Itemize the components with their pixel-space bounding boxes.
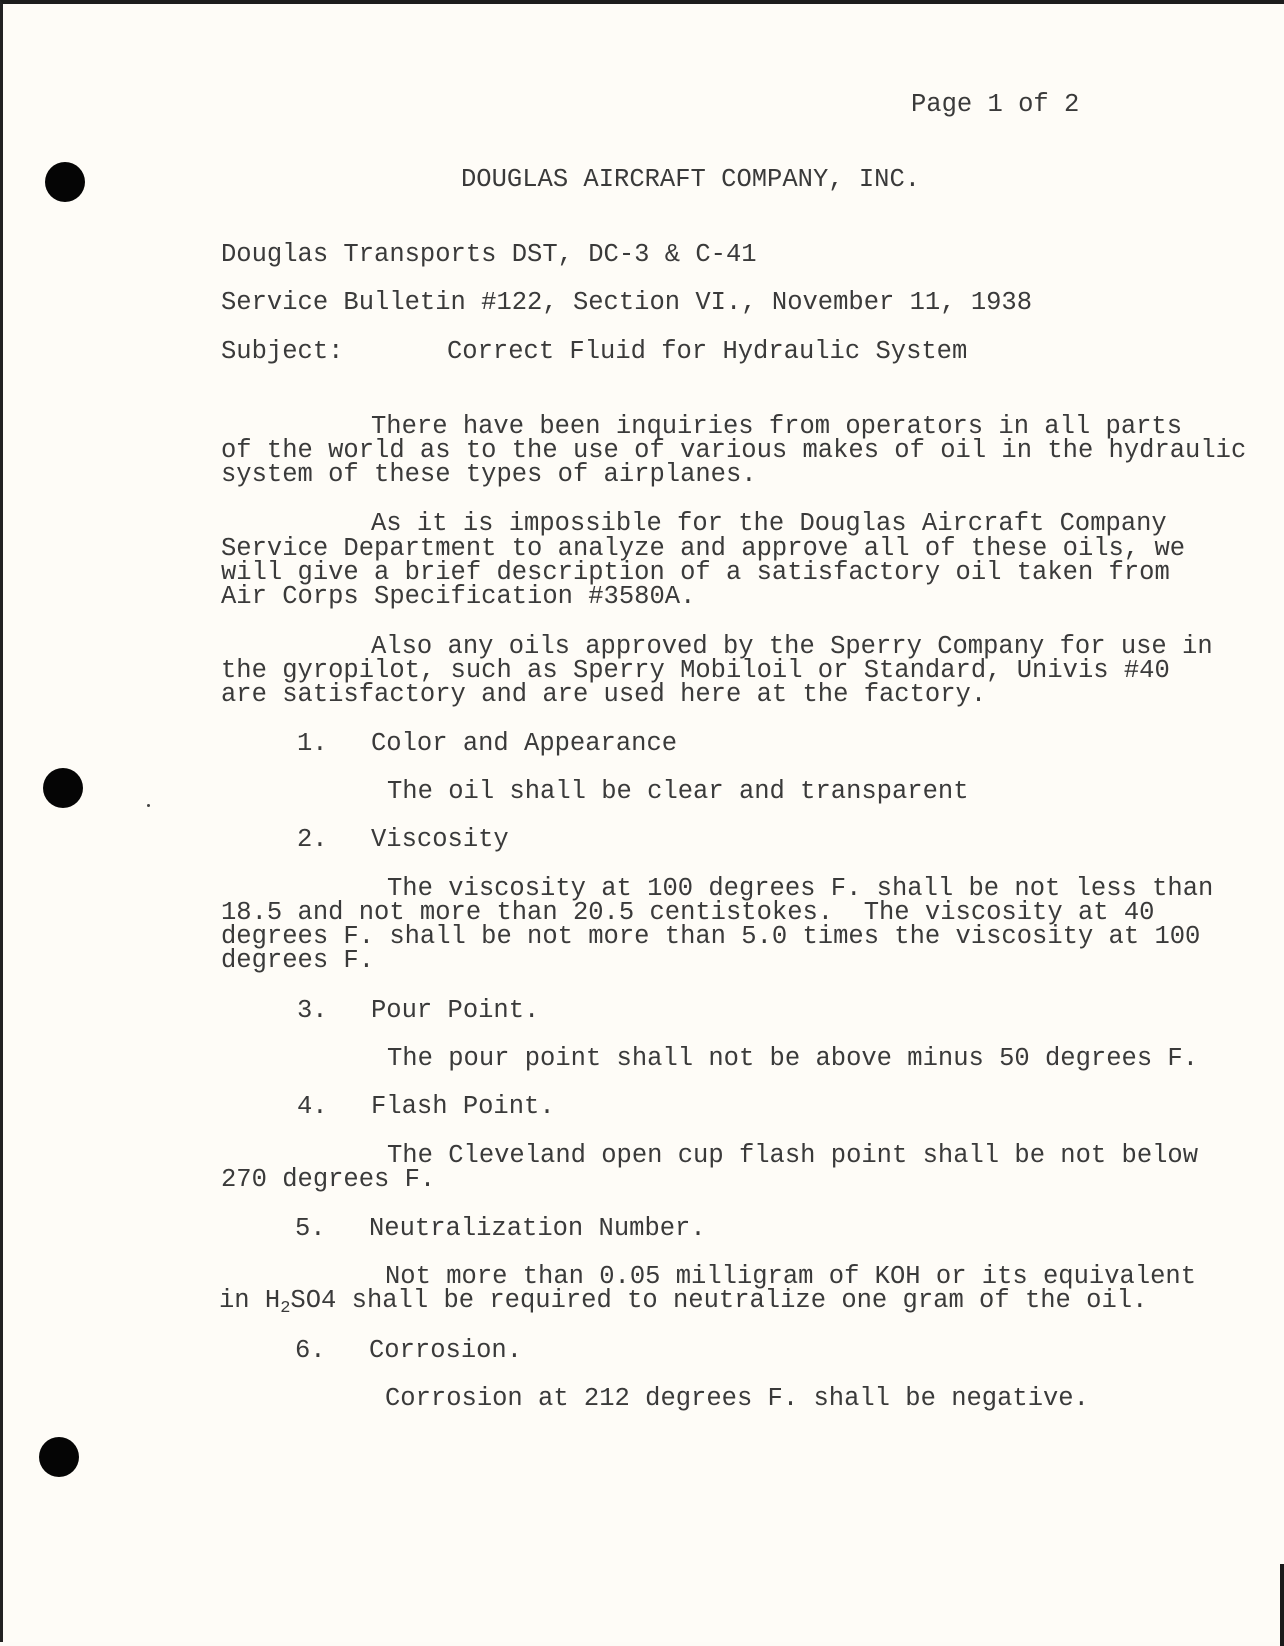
punch-hole-top [45,162,85,202]
item-text: 270 degrees F. [221,1165,436,1194]
item-text: The Cleveland open cup flash point shall be not below [387,1141,1199,1170]
aircraft-models: Douglas Transports DST, DC-3 & C-41 [221,240,757,269]
paragraph-line: of the world as to the use of various makes of oil in the hydraulic [221,436,1247,465]
item-text: The oil shall be clear and transparent [387,777,969,806]
paragraph-line: are satisfactory and are used here at the factory. [221,680,987,709]
chem-suffix: SO4 [290,1286,352,1315]
item-number: 2. [297,825,328,854]
item-number: 5. [295,1214,326,1243]
paragraph-line: There have been inquiries from operators in all parts [371,412,1183,441]
paragraph-line: Also any oils approved by the Sperry Company for use in [371,632,1213,661]
chem-prefix: in H [219,1286,281,1315]
item-text: Corrosion at 212 degrees F. shall be negative. [385,1384,1089,1413]
item-title: Viscosity [371,825,509,854]
item-title: Corrosion. [369,1336,523,1365]
item-number: 6. [295,1336,326,1365]
company-name: DOUGLAS AIRCRAFT COMPANY, INC. [461,165,921,194]
subject-text: Correct Fluid for Hydraulic System [447,337,968,366]
subject-label: Subject: [221,337,344,366]
item-text: The viscosity at 100 degrees F. shall be not less than [387,874,1214,903]
item-title: Flash Point. [371,1092,555,1121]
punch-hole-middle [43,768,83,808]
item-number: 4. [297,1092,328,1121]
paragraph-line: the gyropilot, such as Sperry Mobiloil or Standard, Univis #40 [221,656,1170,685]
paragraph-line: Air Corps Specification #3580A. [221,582,696,611]
paper-speck [147,804,150,807]
page-number: Page 1 of 2 [911,90,1080,119]
item-title: Neutralization Number. [369,1214,706,1243]
punch-hole-bottom [39,1437,79,1477]
item-number: 1. [297,729,328,758]
item-text: Not more than 0.05 milligram of KOH or its equivalent [385,1262,1197,1291]
bulletin-reference: Service Bulletin #122, Section VI., November 11, 1938 [221,288,1033,317]
item-title: Color and Appearance [371,729,678,758]
item-text: degrees F. shall be not more than 5.0 times the viscosity at 100 [221,922,1201,951]
item-number: 3. [297,996,328,1025]
paragraph-line: system of these types of airplanes. [221,460,757,489]
paragraph-line: will give a brief description of a satisfactory oil taken from [221,558,1170,587]
page-edge [1280,1564,1284,1646]
chem-subscript: 2 [280,1299,291,1318]
item-text: 18.5 and not more than 20.5 centistokes. The viscosity at 40 [221,898,1155,927]
paragraph-line: As it is impossible for the Douglas Aircraft Company [371,509,1167,538]
item-text: shall be required to neutralize one gram of the oil. [351,1286,1148,1315]
item-text: The pour point shall not be above minus 50 degrees F. [387,1044,1199,1073]
item-text-chemical [219,1286,1148,1318]
item-text: degrees F. [221,946,375,975]
paragraph-line: Service Department to analyze and approve all of these oils, we [221,534,1186,563]
item-title: Pour Point. [371,996,540,1025]
